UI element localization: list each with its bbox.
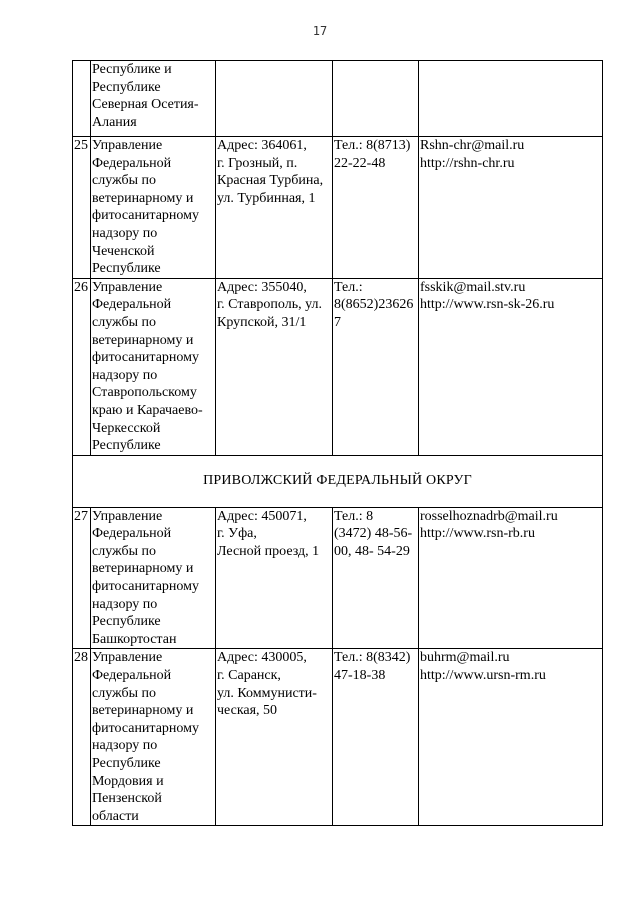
cell-line: Тел.: 8	[334, 508, 374, 524]
cell-line: Красная Турбина,	[217, 173, 324, 189]
cell-line: Тел.: 8(8342)	[334, 650, 411, 666]
phone-cell	[333, 649, 419, 826]
email-link[interactable]: buhrm@mail.ru	[420, 650, 510, 666]
cell-line: надзору по	[92, 225, 158, 241]
row-number	[73, 61, 91, 137]
cell-line: Ставропольскому	[92, 385, 197, 401]
cell-line: Республике	[92, 79, 161, 95]
row-number: 26	[73, 278, 91, 455]
cell-line: ветеринарному и	[92, 190, 194, 206]
cell-line: Пензенской	[92, 791, 162, 807]
cell-line: Адрес: 450071,	[217, 508, 307, 524]
cell-line: г. Уфа,	[217, 526, 257, 542]
address-cell	[216, 649, 333, 826]
cell-line: 7	[334, 314, 341, 330]
cell-line: ул. Турбинная, 1	[217, 190, 316, 206]
address-cell	[216, 61, 333, 137]
cell-line: ветеринарному и	[92, 703, 194, 719]
table-row	[73, 507, 603, 649]
agency-name-cell	[91, 278, 216, 455]
cell-line: фитосанитарному	[92, 579, 200, 595]
cell-line: Республике	[92, 261, 161, 277]
cell-line: ческая, 50	[217, 703, 278, 719]
row-number: 25	[73, 137, 91, 279]
address-cell	[216, 137, 333, 279]
cell-line: области	[92, 808, 139, 824]
website-link[interactable]: http://www.rsn-sk-26.ru	[420, 297, 555, 313]
website-link[interactable]: http://rshn-chr.ru	[420, 155, 515, 171]
cell-line: службы по	[92, 685, 157, 701]
row-number: 28	[73, 649, 91, 826]
cell-line: Адрес: 364061,	[217, 138, 307, 153]
cell-line: 47-18-38	[334, 668, 386, 684]
address-cell	[216, 278, 333, 455]
cell-line: г. Ставрополь, ул.	[217, 297, 322, 313]
cell-line: Управление	[92, 650, 163, 666]
cell-line: Тел.:	[334, 279, 363, 295]
email-link[interactable]: Rshn-chr@mail.ru	[420, 138, 525, 153]
cell-line: Адрес: 355040,	[217, 279, 307, 295]
contacts-cell	[419, 137, 603, 279]
cell-line: Черкесской	[92, 420, 161, 436]
cell-line: службы по	[92, 173, 157, 189]
cell-line: Адрес: 430005,	[217, 650, 307, 666]
cell-line: краю и Карачаево-	[92, 402, 203, 418]
contacts-cell	[419, 507, 603, 649]
page-number: 17	[312, 24, 328, 38]
agency-name-cell	[91, 61, 216, 137]
cell-line: г. Саранск,	[217, 668, 281, 684]
cell-line: ул. Коммунисти-	[217, 685, 317, 701]
cell-line: Крупской, 31/1	[217, 314, 307, 330]
cell-line: фитосанитарному	[92, 208, 200, 224]
table-row	[73, 649, 603, 826]
cell-line: Тел.: 8(8713)	[334, 138, 411, 153]
table-row	[73, 137, 603, 279]
cell-line: Мордовия и	[92, 773, 164, 789]
agency-name-cell	[91, 137, 216, 279]
cell-line: (3472) 48-56-	[334, 526, 413, 542]
cell-line: Федеральной	[92, 668, 172, 684]
cell-line: Лесной проезд, 1	[217, 543, 320, 559]
cell-line: Федеральной	[92, 155, 172, 171]
cell-line: Управление	[92, 279, 163, 295]
cell-line: Республике	[92, 614, 161, 630]
contacts-cell	[419, 278, 603, 455]
section-row	[73, 455, 603, 507]
cell-line: фитосанитарному	[92, 720, 200, 736]
cell-line: ветеринарному и	[92, 332, 194, 348]
cell-line: Республике	[92, 756, 161, 771]
agency-name-cell	[91, 507, 216, 649]
cell-line: 00, 48- 54-29	[334, 543, 410, 559]
cell-line: Республике	[92, 438, 161, 454]
cell-line: службы по	[92, 314, 157, 330]
cell-line: 22-22-48	[334, 155, 386, 171]
website-link[interactable]: http://www.ursn-rm.ru	[420, 668, 546, 684]
cell-line: надзору по	[92, 367, 158, 383]
cell-line: Управление	[92, 508, 163, 524]
cell-line: Башкортостан	[92, 631, 177, 647]
phone-cell	[333, 137, 419, 279]
cell-line: ветеринарному и	[92, 561, 194, 577]
website-link[interactable]: http://www.rsn-rb.ru	[420, 526, 535, 542]
section-title: ПРИВОЛЖСКИЙ ФЕДЕРАЛЬНЫЙ ОКРУГ	[73, 455, 603, 507]
cell-line: 8(8652)23626	[334, 297, 414, 313]
cell-line: надзору по	[92, 738, 158, 754]
registry-body	[73, 61, 603, 826]
agency-name-cell	[91, 649, 216, 826]
cell-line: фитосанитарному	[92, 350, 200, 366]
cell-line: Северная Осетия-	[92, 97, 199, 113]
phone-cell	[333, 507, 419, 649]
cell-line: Федеральной	[92, 526, 172, 542]
phone-cell	[333, 278, 419, 455]
cell-line: Алания	[92, 114, 137, 130]
cell-line: службы по	[92, 543, 157, 559]
cell-line: г. Грозный, п.	[217, 155, 298, 171]
cell-line: надзору по	[92, 596, 158, 612]
cell-line: Республике и	[92, 62, 172, 77]
registry-table	[72, 60, 603, 826]
email-link[interactable]: fsskik@mail.stv.ru	[420, 279, 526, 295]
cell-line: Чеченской	[92, 243, 155, 259]
address-cell	[216, 507, 333, 649]
email-link[interactable]: rosselhoznadrb@mail.ru	[420, 508, 558, 524]
row-number: 27	[73, 507, 91, 649]
table-row	[73, 61, 603, 137]
table-row	[73, 278, 603, 455]
contacts-cell	[419, 649, 603, 826]
phone-cell	[333, 61, 419, 137]
cell-line: Федеральной	[92, 297, 172, 313]
contacts-cell	[419, 61, 603, 137]
cell-line: Управление	[92, 138, 163, 153]
